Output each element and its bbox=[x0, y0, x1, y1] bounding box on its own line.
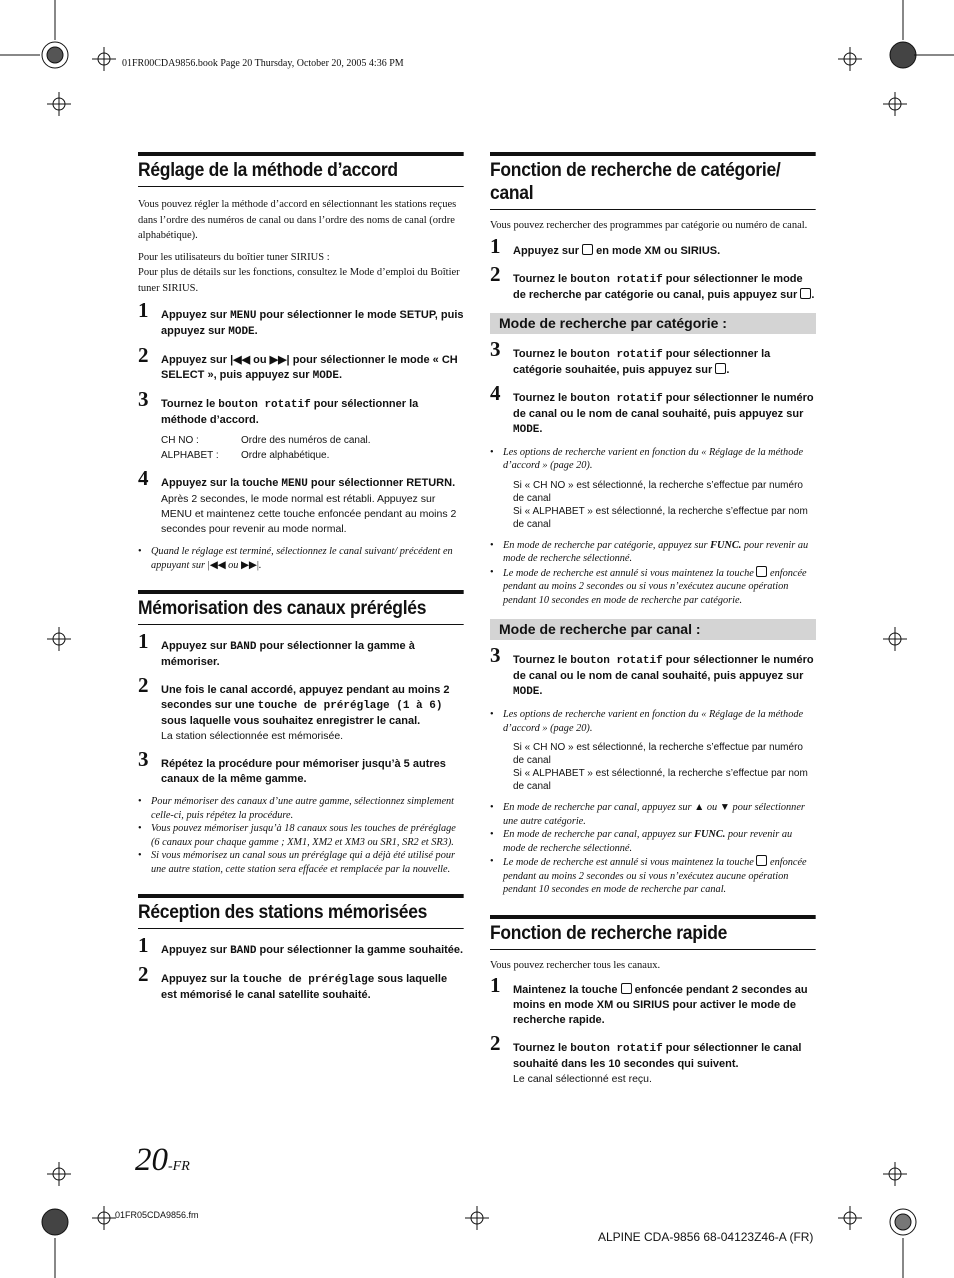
page-number: 20-FR bbox=[135, 1142, 190, 1178]
category-note-3: • Le mode de recherche est annulé si vous maintenez la touche enfoncée pendant au moins 2 secondes ou si vous n’exécutez aucune opération pendant 10 secondes en mode de recherche par catégorie. bbox=[490, 566, 807, 606]
reception-step-1: 1 Appuyez sur BAND pour sélectionner la gamme souhaitée. bbox=[138, 933, 464, 957]
search-intro: Vous pouvez rechercher des programmes par catégorie ou numéro de canal. bbox=[490, 220, 808, 231]
tuning-note: • Quand le réglage est terminé, sélectionnez le canal suivant/ précédent en appuyant sur |◀◀ ou ▶▶|. bbox=[138, 546, 453, 571]
channel-note-2: • En mode de recherche par canal, appuyez sur ▲ ou ▼ pour sélectionner une autre catégorie. bbox=[490, 802, 805, 827]
preset-step-1: 1 Appuyez sur BAND pour sélectionner la gamme à mémoriser. bbox=[138, 629, 415, 668]
channel-note-4: • Le mode de recherche est annulé si vous maintenez la touche enfoncée pendant au moins 2 secondes ou si vous n’exécutez aucune opération pendant 10 secondes en mode de recherche par canal. bbox=[490, 856, 807, 895]
tuning-step-4: 4 Appuyez sur la touche MENU pour sélectionner RETURN. Après 2 secondes, le mode normal est rétabli. Appuyez sur MENU et maintenez cette touche enfoncée pendant au moins 2 secondes pour revenir au mode normal. bbox=[138, 466, 457, 535]
tuning-step-3: 3 Tournez le bouton rotatif pour sélectionner la méthode d’accord. bbox=[138, 387, 419, 426]
category-step-3: 3 Tournez le bouton rotatif pour sélectionner la catégorie souhaitée, puis appuyez sur . bbox=[490, 336, 771, 376]
category-note-1: • Les options de recherche varient en fonction du « Réglage de la méthode d’accord » (page 20). bbox=[490, 446, 804, 471]
search-button-icon bbox=[715, 363, 726, 374]
next-icon: ▶▶| bbox=[241, 559, 259, 571]
search-button-icon bbox=[756, 566, 767, 577]
tuning-intro: Vous pouvez régler la méthode d’accord en sélectionnant les stations reçues dans l’ordre des numéros de canal ou dans l’ordre des noms de canal (ordre alphabétique). bbox=[138, 199, 457, 241]
sirius-details: Pour plus de détails sur les fonctions, consultez le Mode d’emploi du Boîtier tuner SIRIUS. bbox=[138, 267, 460, 294]
section-title-search: Fonction de recherche de catégorie/ canal bbox=[490, 152, 816, 210]
search-button-icon bbox=[621, 983, 632, 994]
section-title-presets: Mémorisation des canaux préréglés bbox=[138, 590, 464, 625]
category-options: Si « CH NO » est sélectionné, la recherche s’effectue par numéro de canal Si « ALPHABET » est sélectionné, la recherche s’effectue par nom de canal bbox=[513, 479, 808, 530]
footer-product-code: ALPINE CDA-9856 68-04123Z46-A (FR) bbox=[598, 1230, 814, 1244]
search-step-1: 1 Appuyez sur en mode XM ou SIRIUS. bbox=[490, 233, 721, 258]
preset-step-3: 3 Répétez la procédure pour mémoriser jusqu’à 5 autres canaux de la même gamme. bbox=[138, 747, 446, 785]
book-header: 01FR00CDA9856.book Page 20 Thursday, October 20, 2005 4:36 PM bbox=[122, 58, 404, 69]
tuning-step-1: 1 Appuyez sur MENU pour sélectionner le mode SETUP, puis appuyez sur MODE. bbox=[138, 298, 464, 338]
preset-notes: • Pour mémoriser des canaux d’une autre gamme, sélectionnez simplement celle-ci, puis répétez la procédure. • Vous pouvez mémoriser jusqu’à 18 canaux sous les touches de préréglage (6 canaux pour chaque gamme ; XM1, XM2 et XM3 ou SR1, SR2 et SR3). • Si vous mémorisez un canal sous un préréglage qui a déjà été utilisé pour une autre station, cette station sera effacée et remplacée par la nouvelle. bbox=[138, 796, 456, 875]
search-button-icon bbox=[582, 244, 593, 255]
next-track-icon: ▶▶| bbox=[269, 354, 290, 366]
up-arrow-icon: ▲ bbox=[694, 802, 705, 813]
channel-options: Si « CH NO » est sélectionné, la recherche s’effectue par numéro de canal Si « ALPHABET » est sélectionné, la recherche s’effectue par nom de canal bbox=[513, 742, 808, 792]
category-mode-band: Mode de recherche par catégorie : bbox=[490, 313, 816, 334]
down-arrow-icon: ▼ bbox=[719, 802, 730, 813]
prev-icon: |◀◀ bbox=[207, 559, 226, 571]
prev-track-icon: |◀◀ bbox=[230, 354, 251, 366]
left-column bbox=[138, 152, 464, 1003]
search-button-icon bbox=[756, 855, 767, 866]
channel-note-3: • En mode de recherche par canal, appuyez sur FUNC. pour revenir au mode de recherche sélectionné. bbox=[490, 829, 793, 854]
footer-filename: 01FR05CDA9856.fm bbox=[115, 1210, 199, 1220]
channel-note-1: • Les options de recherche varient en fonction du « Réglage de la méthode d’accord » (page 20). bbox=[490, 709, 804, 734]
channel-step-3: 3 Tournez le bouton rotatif pour sélectionner le numéro de canal ou le nom de canal souhaité, puis appuyez sur MODE. bbox=[490, 643, 814, 698]
search-button-icon bbox=[800, 288, 811, 299]
section-title-quick-search: Fonction de recherche rapide bbox=[490, 915, 816, 950]
tuning-step-2: 2 Appuyez sur |◀◀ ou ▶▶| pour sélectionner le mode « CH SELECT », puis appuyez sur MODE. bbox=[138, 343, 458, 382]
category-note-2: • En mode de recherche par catégorie, appuyez sur FUNC. pour revenir au mode de recherche sélectionné. bbox=[490, 539, 809, 564]
tuning-options: CH NO : Ordre des numéros de canal. ALPHABET : Ordre alphabétique. bbox=[161, 435, 371, 461]
category-step-4: 4 Tournez le bouton rotatif pour sélectionner le numéro de canal ou le nom de canal souhaité, puis appuyez sur MODE. bbox=[490, 380, 814, 436]
sirius-users: Pour les utilisateurs du boîtier tuner SIRIUS : bbox=[138, 251, 330, 263]
quick-step-2: 2 Tournez le bouton rotatif pour sélectionner le canal souhaité dans les 10 secondes qui suivent. Le canal sélectionné est reçu. bbox=[490, 1031, 802, 1085]
right-column bbox=[490, 152, 816, 1087]
search-step-2: 2 Tournez le bouton rotatif pour sélectionner le mode de recherche par catégorie ou canal, puis appuyez sur . bbox=[490, 261, 815, 301]
section-title-reception: Réception des stations mémorisées bbox=[138, 894, 464, 929]
section-title-tuning: Réglage de la méthode d’accord bbox=[138, 152, 464, 187]
quick-search-intro: Vous pouvez rechercher tous les canaux. bbox=[490, 959, 661, 971]
preset-step-2: 2 Une fois le canal accordé, appuyez pendant au moins 2 secondes sur une touche de préréglage (1 à 6) sous laquelle vous souhaitez enregistrer le canal. La station sélectionnée est mémorisée. bbox=[138, 673, 450, 742]
reception-step-2: 2 Appuyez sur la touche de préréglage sous laquelle est mémorisé le canal satellite souhaité. bbox=[138, 962, 448, 1001]
quick-step-1: 1 Maintenez la touche enfoncée pendant 2 secondes au moins en mode XM ou SIRIUS pour activer le mode de recherche rapide. bbox=[490, 973, 808, 1026]
channel-mode-band: Mode de recherche par canal : bbox=[490, 619, 816, 640]
